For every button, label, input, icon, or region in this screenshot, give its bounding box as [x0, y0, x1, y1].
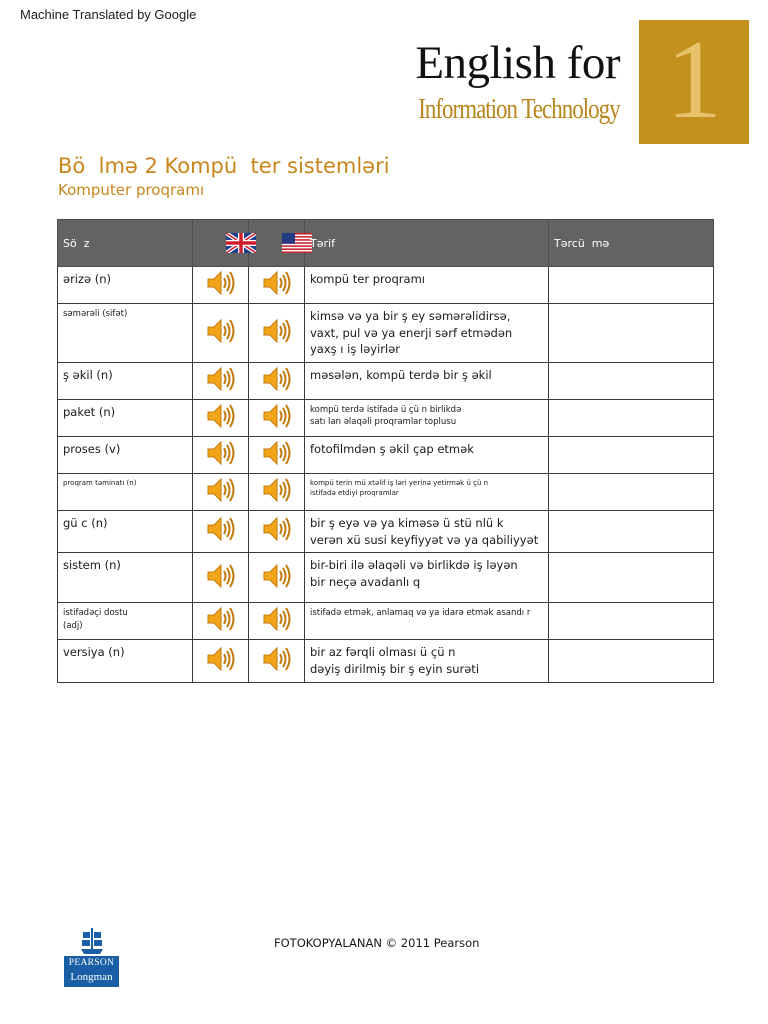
uk-audio-cell	[193, 437, 249, 474]
table-row	[58, 511, 714, 553]
uk-audio-cell	[193, 511, 249, 553]
us-speaker-icon[interactable]	[262, 269, 292, 297]
table-row	[58, 400, 714, 437]
us-audio-cell	[249, 400, 305, 437]
us-audio-cell	[249, 511, 305, 553]
us-speaker-icon[interactable]	[262, 402, 292, 430]
us-audio-cell	[249, 603, 305, 640]
ship-logo-icon	[81, 928, 103, 955]
uk-speaker-icon[interactable]	[206, 562, 236, 590]
uk-audio-cell	[193, 400, 249, 437]
uk-speaker-icon[interactable]	[206, 439, 236, 467]
uk-audio-cell	[193, 267, 249, 304]
word-cell: istifadəçi dostu (adj)	[58, 603, 193, 640]
us-audio-cell	[249, 363, 305, 400]
word-cell: proqram təminatı (n)	[58, 474, 193, 511]
us-audio-cell	[249, 304, 305, 363]
word-cell: versiya (n)	[58, 640, 193, 682]
us-speaker-icon[interactable]	[262, 515, 292, 543]
translation-cell[interactable]	[549, 267, 714, 304]
book-subtitle: Information Technology	[418, 94, 620, 125]
translation-cell[interactable]	[549, 511, 714, 553]
us-speaker-icon[interactable]	[262, 439, 292, 467]
header-translation: Tərcü mə	[549, 220, 714, 267]
definition-cell: istifadə etmək, anlamaq və ya idarə etmək asandı r	[305, 603, 549, 640]
book-number: 1	[666, 18, 722, 142]
word-cell: ş əkil (n)	[58, 363, 193, 400]
uk-speaker-icon[interactable]	[206, 402, 236, 430]
copyright-footer: FOTOKOPYALANAN © 2011 Pearson	[274, 936, 480, 950]
uk-audio-cell	[193, 553, 249, 603]
word-cell: paket (n)	[58, 400, 193, 437]
uk-audio-cell	[193, 603, 249, 640]
table-row	[58, 474, 714, 511]
us-speaker-icon[interactable]	[262, 317, 292, 345]
logo-pearson: PEARSON	[68, 958, 115, 968]
word-cell: gü c (n)	[58, 511, 193, 553]
us-flag-icon	[282, 233, 312, 253]
table-row	[58, 304, 714, 363]
uk-speaker-icon[interactable]	[206, 317, 236, 345]
uk-flag-icon	[226, 233, 256, 253]
vocabulary-table	[57, 219, 714, 683]
translation-cell[interactable]	[549, 437, 714, 474]
header-definition: Tərif	[305, 220, 549, 267]
uk-audio-cell	[193, 640, 249, 682]
translation-cell[interactable]	[549, 603, 714, 640]
definition-cell: bir ş eyə və ya kiməsə ü stü nlü k verən xü susi keyfiyyət və ya qabiliyyət	[305, 511, 549, 553]
table-row	[58, 640, 714, 682]
translation-cell[interactable]	[549, 304, 714, 363]
word-cell: səmərəli (sifət)	[58, 304, 193, 363]
definition-cell: bir-biri ilə əlaqəli və birlikdə iş ləyən bir neçə avadanlı q	[305, 553, 549, 603]
definition-cell: kompü terin mü xtəlif iş ləri yerinə yetirmək ü çü n istifadə etdiyi proqramlar	[305, 474, 549, 511]
us-audio-cell	[249, 640, 305, 682]
machine-translated-note: Machine Translated by Google	[20, 7, 197, 22]
translation-cell[interactable]	[549, 553, 714, 603]
table-row	[58, 363, 714, 400]
definition-cell: kompü terdə istifadə ü çü n birlikdə satı lan əlaqəli proqramlar toplusu	[305, 400, 549, 437]
uk-speaker-icon[interactable]	[206, 515, 236, 543]
table-row	[58, 553, 714, 603]
definition-cell: kompü ter proqramı	[305, 267, 549, 304]
word-cell: proses (v)	[58, 437, 193, 474]
definition-cell: kimsə və ya bir ş ey səmərəlidirsə, vaxt, pul və ya enerji sərf etmədən yaxş ı iş ləyirlər	[305, 304, 549, 363]
us-speaker-icon[interactable]	[262, 562, 292, 590]
table-row	[58, 267, 714, 304]
logo-plate	[64, 956, 119, 987]
book-title: English for	[415, 37, 620, 89]
us-audio-cell	[249, 474, 305, 511]
uk-speaker-icon[interactable]	[206, 365, 236, 393]
us-speaker-icon[interactable]	[262, 645, 292, 673]
book-number-badge	[639, 20, 749, 144]
translation-cell[interactable]	[549, 640, 714, 682]
us-audio-cell	[249, 267, 305, 304]
pearson-longman-logo	[64, 928, 119, 988]
word-cell: ərizə (n)	[58, 267, 193, 304]
word-cell: sistem (n)	[58, 553, 193, 603]
translation-cell[interactable]	[549, 400, 714, 437]
definition-cell: məsələn, kompü terdə bir ş əkil	[305, 363, 549, 400]
us-speaker-icon[interactable]	[262, 365, 292, 393]
us-speaker-icon[interactable]	[262, 605, 292, 633]
header-word: Sö z	[58, 220, 193, 267]
us-audio-cell	[249, 553, 305, 603]
translation-cell[interactable]	[549, 363, 714, 400]
us-speaker-icon[interactable]	[262, 476, 292, 504]
us-audio-cell	[249, 437, 305, 474]
table-header-row	[58, 220, 714, 267]
uk-speaker-icon[interactable]	[206, 476, 236, 504]
logo-longman: Longman	[70, 971, 113, 983]
header-us	[249, 220, 305, 267]
uk-audio-cell	[193, 474, 249, 511]
uk-speaker-icon[interactable]	[206, 269, 236, 297]
definition-cell: bir az fərqli olması ü çü n dəyiş dirilmiş bir ş eyin surəti	[305, 640, 549, 682]
uk-speaker-icon[interactable]	[206, 605, 236, 633]
translation-cell[interactable]	[549, 474, 714, 511]
definition-cell: fotofilmdən ş əkil çap etmək	[305, 437, 549, 474]
table-row	[58, 603, 714, 640]
uk-speaker-icon[interactable]	[206, 645, 236, 673]
uk-audio-cell	[193, 304, 249, 363]
header-uk	[193, 220, 249, 267]
table-row	[58, 437, 714, 474]
uk-audio-cell	[193, 363, 249, 400]
unit-title: Bö lmə 2 Kompü ter sistemləri	[58, 154, 390, 178]
unit-subtitle: Komputer proqramı	[58, 181, 205, 199]
